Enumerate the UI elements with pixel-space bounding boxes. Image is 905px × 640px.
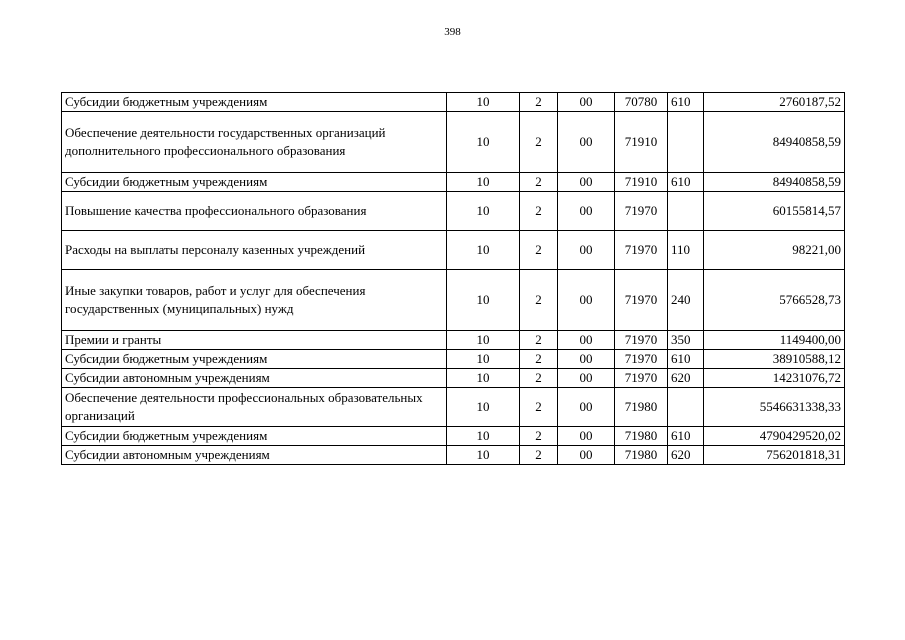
subsection-code: 2 xyxy=(520,231,558,270)
subsection-code: 2 xyxy=(520,192,558,231)
direction-code: 71980 xyxy=(615,388,668,427)
amount: 84940858,59 xyxy=(704,173,845,192)
expense-type-code: 620 xyxy=(668,369,704,388)
amount: 14231076,72 xyxy=(704,369,845,388)
direction-code: 70780 xyxy=(615,93,668,112)
expense-type-code: 610 xyxy=(668,93,704,112)
table-row xyxy=(62,112,845,173)
row-name: Субсидии автономным учреждениям xyxy=(62,369,447,388)
table-row xyxy=(62,192,845,231)
expense-type-code xyxy=(668,112,704,173)
program-code: 00 xyxy=(558,93,615,112)
program-code: 00 xyxy=(558,427,615,446)
section-code: 10 xyxy=(447,192,520,231)
expense-type-code: 350 xyxy=(668,331,704,350)
row-name: Обеспечение деятельности государственных организаций дополнительного профессионального образования xyxy=(62,112,447,173)
section-code: 10 xyxy=(447,446,520,465)
table-row xyxy=(62,173,845,192)
subsection-code: 2 xyxy=(520,93,558,112)
row-name: Субсидии бюджетным учреждениям xyxy=(62,173,447,192)
expense-type-code: 610 xyxy=(668,427,704,446)
subsection-code: 2 xyxy=(520,270,558,331)
direction-code: 71980 xyxy=(615,446,668,465)
expense-type-code: 240 xyxy=(668,270,704,331)
row-name: Расходы на выплаты персоналу казенных учреждений xyxy=(62,231,447,270)
row-name: Повышение качества профессионального образования xyxy=(62,192,447,231)
direction-code: 71980 xyxy=(615,427,668,446)
table-row xyxy=(62,388,845,427)
section-code: 10 xyxy=(447,112,520,173)
direction-code: 71910 xyxy=(615,173,668,192)
program-code: 00 xyxy=(558,350,615,369)
section-code: 10 xyxy=(447,427,520,446)
expense-type-code: 610 xyxy=(668,350,704,369)
amount: 4790429520,02 xyxy=(704,427,845,446)
section-code: 10 xyxy=(447,270,520,331)
row-name: Премии и гранты xyxy=(62,331,447,350)
section-code: 10 xyxy=(447,388,520,427)
amount: 98221,00 xyxy=(704,231,845,270)
direction-code: 71970 xyxy=(615,331,668,350)
program-code: 00 xyxy=(558,446,615,465)
table-row xyxy=(62,427,845,446)
direction-code: 71970 xyxy=(615,231,668,270)
amount: 756201818,31 xyxy=(704,446,845,465)
section-code: 10 xyxy=(447,369,520,388)
table-row xyxy=(62,270,845,331)
program-code: 00 xyxy=(558,270,615,331)
subsection-code: 2 xyxy=(520,173,558,192)
table-row xyxy=(62,93,845,112)
program-code: 00 xyxy=(558,369,615,388)
amount: 5766528,73 xyxy=(704,270,845,331)
expense-type-code xyxy=(668,388,704,427)
program-code: 00 xyxy=(558,388,615,427)
subsection-code: 2 xyxy=(520,446,558,465)
direction-code: 71970 xyxy=(615,369,668,388)
row-name: Обеспечение деятельности профессиональных образовательных организаций xyxy=(62,388,447,427)
program-code: 00 xyxy=(558,192,615,231)
section-code: 10 xyxy=(447,173,520,192)
program-code: 00 xyxy=(558,112,615,173)
subsection-code: 2 xyxy=(520,331,558,350)
row-name: Субсидии бюджетным учреждениям xyxy=(62,93,447,112)
direction-code: 71970 xyxy=(615,350,668,369)
section-code: 10 xyxy=(447,350,520,369)
budget-table xyxy=(61,92,845,465)
program-code: 00 xyxy=(558,331,615,350)
subsection-code: 2 xyxy=(520,427,558,446)
section-code: 10 xyxy=(447,231,520,270)
section-code: 10 xyxy=(447,331,520,350)
row-name: Субсидии бюджетным учреждениям xyxy=(62,350,447,369)
direction-code: 71970 xyxy=(615,270,668,331)
table-row xyxy=(62,231,845,270)
subsection-code: 2 xyxy=(520,350,558,369)
direction-code: 71970 xyxy=(615,192,668,231)
expense-type-code: 620 xyxy=(668,446,704,465)
table-row xyxy=(62,350,845,369)
row-name: Субсидии бюджетным учреждениям xyxy=(62,427,447,446)
table-row xyxy=(62,331,845,350)
expense-type-code: 610 xyxy=(668,173,704,192)
amount: 2760187,52 xyxy=(704,93,845,112)
table-row xyxy=(62,446,845,465)
subsection-code: 2 xyxy=(520,388,558,427)
amount: 84940858,59 xyxy=(704,112,845,173)
amount: 1149400,00 xyxy=(704,331,845,350)
section-code: 10 xyxy=(447,93,520,112)
expense-type-code xyxy=(668,192,704,231)
amount: 60155814,57 xyxy=(704,192,845,231)
amount: 5546631338,33 xyxy=(704,388,845,427)
expense-type-code: 110 xyxy=(668,231,704,270)
direction-code: 71910 xyxy=(615,112,668,173)
subsection-code: 2 xyxy=(520,112,558,173)
row-name: Субсидии автономным учреждениям xyxy=(62,446,447,465)
subsection-code: 2 xyxy=(520,369,558,388)
row-name: Иные закупки товаров, работ и услуг для обеспечения государственных (муниципальных) нужд xyxy=(62,270,447,331)
page-number: 398 xyxy=(444,26,461,38)
table-row xyxy=(62,369,845,388)
program-code: 00 xyxy=(558,231,615,270)
program-code: 00 xyxy=(558,173,615,192)
amount: 38910588,12 xyxy=(704,350,845,369)
